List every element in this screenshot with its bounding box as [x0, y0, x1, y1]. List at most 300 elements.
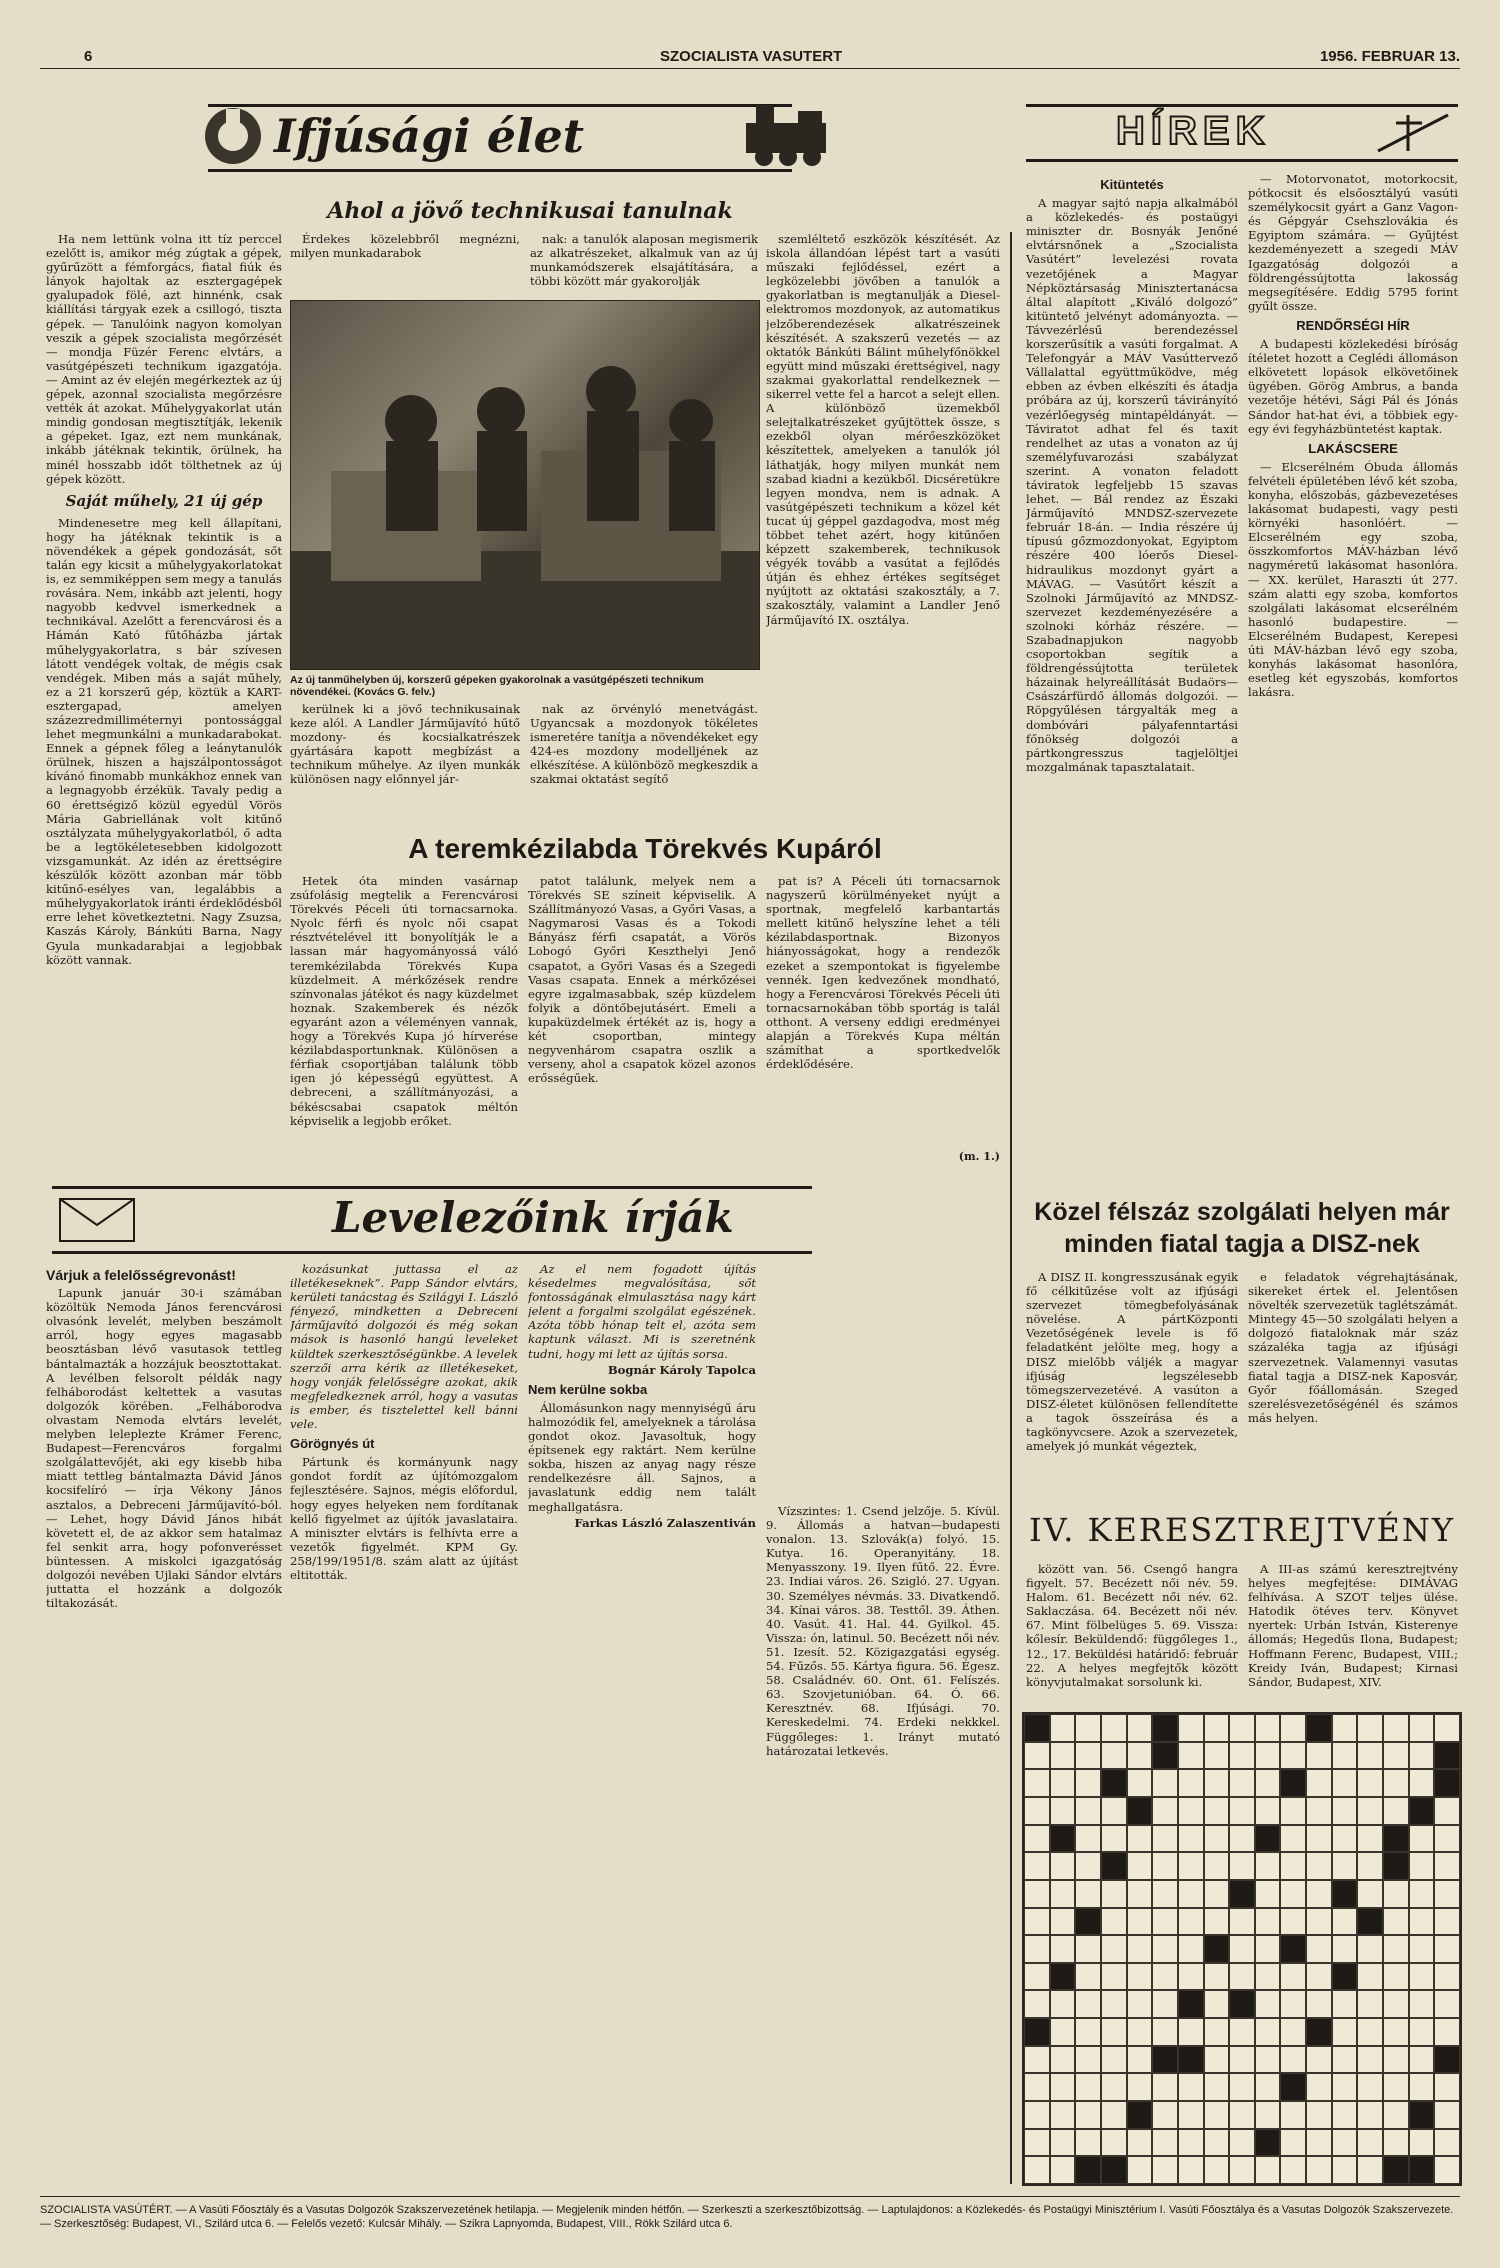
- crossword-cell: [1332, 2156, 1358, 2184]
- crossword-cell: [1409, 1852, 1435, 1880]
- crossword-cell: [1409, 1742, 1435, 1770]
- crossword-cell: [1409, 1714, 1435, 1742]
- crossword-cell: [1101, 1825, 1127, 1853]
- crossword-cell: [1050, 1880, 1076, 1908]
- crossword-cell: [1050, 1908, 1076, 1936]
- crossword-cell: [1152, 1880, 1178, 1908]
- letters-text-3: Az el nem fogadott újítás késedelmes megvalósítása, sőt fontosságának elmulasztása nagy kárt jelent a forgalmi szolgálat egészének. Azóta több hónap telt el, azóta sem kaptunk választ. Mi is szeretnénk tudni, hogy mi lett az újítás sorsa.: [528, 1262, 756, 1361]
- handball-headline: A teremkézilabda Törekvés Kupáról: [408, 833, 882, 864]
- crossword-cell: [1255, 2018, 1281, 2046]
- youth-text-2b: kerülnek ki a jövő technikusainak keze alól. A Landler Járműjavító hűtő mozdony- és kocsialkatrészek gyártására kapott megbízást a technikum műhelye. Az ilyen munkák különösen nagy előnnyel jár-: [290, 702, 520, 787]
- paper-name: SZOCIALISTA VASUTERT: [660, 48, 843, 65]
- crossword-cell: [1280, 1908, 1306, 1936]
- crossword-cell: [1255, 1769, 1281, 1797]
- letters-banner: [52, 1186, 812, 1254]
- crossword-cell: [1178, 2156, 1204, 2184]
- handball-column-1: [290, 874, 518, 1164]
- issue-date: 1956. FEBRUAR 13.: [1319, 48, 1460, 65]
- crossword-cell: [1127, 1963, 1153, 1991]
- crossword-cell: [1101, 2101, 1127, 2129]
- crossword-cell: [1050, 1742, 1076, 1770]
- crossword-grid: [1022, 1712, 1462, 2186]
- telegraph-pole-icon: [1368, 111, 1454, 155]
- crossword-cell: [1050, 1852, 1076, 1880]
- crossword-cell: [1204, 1825, 1230, 1853]
- crossword-cell: [1075, 1825, 1101, 1853]
- crossword-cell: [1255, 1990, 1281, 2018]
- crossword-cell: [1101, 1908, 1127, 1936]
- crossword-cell: [1229, 1935, 1255, 1963]
- crossword-black-cell: [1152, 2046, 1178, 2074]
- crossword-cell: [1434, 1963, 1460, 1991]
- crossword-cell: [1383, 1714, 1409, 1742]
- envelope-icon: [58, 1195, 138, 1245]
- crossword-cell: [1229, 2101, 1255, 2129]
- crossword-cell: [1204, 2101, 1230, 2129]
- crossword-cell: [1127, 2129, 1153, 2157]
- crossword-cell: [1280, 1852, 1306, 1880]
- crossword-cell: [1434, 1797, 1460, 1825]
- crossword-cell: [1409, 2046, 1435, 2074]
- letters-headline-3: Nem kerülne sokba: [528, 1381, 648, 1397]
- crossword-cell: [1075, 1963, 1101, 1991]
- crossword-cell: [1152, 1963, 1178, 1991]
- crossword-black-cell: [1050, 1963, 1076, 1991]
- crossword-cell: [1178, 1714, 1204, 1742]
- crossword-cell: [1101, 2129, 1127, 2157]
- youth-subhead: Saját műhely, 21 új gép: [65, 491, 263, 510]
- crossword-cell: [1306, 1797, 1332, 1825]
- crossword-cell: [1409, 1935, 1435, 1963]
- crossword-cell: [1383, 1963, 1409, 1991]
- crossword-cell: [1101, 1935, 1127, 1963]
- crossword-cell: [1024, 1935, 1050, 1963]
- crossword-cell: [1050, 2046, 1076, 2074]
- crossword-cell: [1127, 1769, 1153, 1797]
- crossword-cell: [1229, 2046, 1255, 2074]
- news-column-2: [1248, 172, 1458, 1172]
- crossword-black-cell: [1127, 2101, 1153, 2129]
- crossword-black-cell: [1383, 1852, 1409, 1880]
- crossword-cell: [1332, 2046, 1358, 2074]
- crossword-cell: [1255, 1742, 1281, 1770]
- crossword-cell: [1127, 2073, 1153, 2101]
- crossword-cell: [1178, 1935, 1204, 1963]
- crossword-cell: [1332, 2129, 1358, 2157]
- crossword-cell: [1409, 2129, 1435, 2157]
- crossword-cell: [1024, 1990, 1050, 2018]
- crossword-cell: [1357, 1714, 1383, 1742]
- crossword-cell: [1357, 2046, 1383, 2074]
- crossword-cell: [1075, 2129, 1101, 2157]
- handball-text-2: patot találunk, melyek nem a Törekvés SE színeit képviselik. A Szállítmányozó Vasas, a Győri Vasas, a Nagymarosi Vasas és a Tokodi Bányász férfi csapatát, a Vörös Lobogó Győri Keszthelyi Jenő csapatot, a Győri Vasas és a Szegedi Vasas csapata. Ennek a mérkőzései egyre izgalmasabbak, szép küzdelem folyik a döntőbejutásért. Emeli a kupaküzdelmek értékét az is, hogy a két csoportban, mintegy negyvenhárom csapatra oszlik a verseny, ahol a csapatok közel azonos erősségűek.: [528, 874, 756, 1086]
- crossword-cell: [1024, 1852, 1050, 1880]
- crossword-cell: [1075, 1990, 1101, 2018]
- crossword-black-cell: [1127, 1797, 1153, 1825]
- crossword-cell: [1306, 1908, 1332, 1936]
- column-rule: [1010, 232, 1012, 2184]
- disz-text-2: e feladatok végrehajtásának, sikereket értek el. Jelentősen növelték szervezetük taglétszámát. Mintegy 45—50 szolgálati helyen a dolgozó fiataloknak már száz százaléka tagja az ifjúsági szervezetnek. Valamennyi vasutas fiatal tagja a DISZ-nek Kaposvár, Győr főállomásán. Szeged szerelésvezetőségénél és számos más helyen.: [1248, 1270, 1458, 1425]
- crossword-cell: [1178, 2129, 1204, 2157]
- crossword-cell: [1024, 2073, 1050, 2101]
- crossword-cell: [1357, 1852, 1383, 1880]
- crossword-cell: [1204, 1963, 1230, 1991]
- crossword-cell: [1383, 2046, 1409, 2074]
- crossword-headline: IV. KERESZTREJTVÉNY: [1029, 1511, 1455, 1549]
- crossword-cell: [1127, 1908, 1153, 1936]
- crossword-cell: [1204, 1908, 1230, 1936]
- workshop-photo-image: [291, 301, 759, 669]
- handball-text-1: Hetek óta minden vasárnap zsúfolásig megtelik a Ferencvárosi Törekvés Péceli úti tornacsarnoka. Nyolc férfi és nyolc női csapat résztvételével itt bonyolítják le a lassan már hagyományossá váló teremkézilabda Törekvés Kupa küzdelmeit. A mérkőzések rendre színvonalas játékot és nagy küzdelmet hoznak. Szakemberek és nézők egyaránt azon a véleményen vannak, hogy a Törekvés Kupa jó hírverése kézilabdasportunknak. Különösen a férfiak csoportjában találunk több igen jó képességű együttest. A debreceni, a szállítmányozási, a békéscsabai csapatok méltón képviselik a legjobb erőket.: [290, 874, 518, 1128]
- crossword-cell: [1255, 2156, 1281, 2184]
- letters-text-1: Lapunk január 30-i számában közöltük Nemoda János ferencvárosi olvasónk levelét, melyben beszámolt arról, hogy egyes magasabb beosztásban lévő vasutasok tettleg bántalmazták a hozzájuk beosztottakat. A levélben felsorolt példák nagy felháborodást keltettek a vasutas dolgozók körében. „Felháborodva olvastam Nemoda elvtárs levelét, melyben leleplezte Krámer Ferenc, Budapest—Ferencváros forgalmi szolgálattevőjét, aki egy kisebb hiba miatt tettleg bántalmazta Dávid János kocsifelíró — írja Vékony János asztalos, a Debreceni Járműjavító-ból. — Lehet, hogy Dávid János hibát követett el, de az akkor sem hatalmaz fel senkit arra, hogy pofonverésset büntessen. A miskolci igazgatóság dolgozói nevében Ujlaki Sándor elvtárs juttatta el hozzánk a dolgozók tiltakozását.: [46, 1286, 282, 1611]
- crossword-cell: [1332, 1908, 1358, 1936]
- crossword-cell: [1332, 1714, 1358, 1742]
- youth-text-3a: nak: a tanulók alaposan megismerik az alkatrészeket, alkalmuk van az új munkamódszerek elsajátítására, a többi között már gyakorolják: [530, 232, 758, 289]
- crossword-cell: [1280, 2129, 1306, 2157]
- crossword-cell: [1101, 1714, 1127, 1742]
- crossword-cell: [1434, 1908, 1460, 1936]
- crossword-cell: [1204, 1769, 1230, 1797]
- crossword-cell: [1024, 1742, 1050, 1770]
- youth-column-1: [46, 232, 282, 1172]
- crossword-cell: [1434, 2129, 1460, 2157]
- crossword-cell: [1383, 1990, 1409, 2018]
- crossword-cell: [1050, 1990, 1076, 2018]
- crossword-cell: [1075, 1714, 1101, 1742]
- crossword-cell: [1383, 2018, 1409, 2046]
- crossword-black-cell: [1434, 2046, 1460, 2074]
- crossword-cell: [1383, 1935, 1409, 1963]
- crossword-cell: [1178, 1908, 1204, 1936]
- crossword-cell: [1127, 1714, 1153, 1742]
- crossword-black-cell: [1332, 1880, 1358, 1908]
- crossword-cell: [1024, 1963, 1050, 1991]
- crossword-cell: [1101, 1880, 1127, 1908]
- crossword-cell: [1383, 2129, 1409, 2157]
- crossword-cell: [1127, 1880, 1153, 1908]
- crossword-black-cell: [1101, 1769, 1127, 1797]
- crossword-cell: [1255, 1935, 1281, 1963]
- crossword-cell: [1127, 1935, 1153, 1963]
- crossword-cell: [1357, 1963, 1383, 1991]
- crossword-cell: [1229, 2156, 1255, 2184]
- crossword-cell: [1229, 1769, 1255, 1797]
- crossword-cell: [1409, 1769, 1435, 1797]
- crossword-cell: [1409, 1990, 1435, 2018]
- crossword-cell: [1306, 2156, 1332, 2184]
- crossword-cell: [1409, 2018, 1435, 2046]
- crossword-cell: [1409, 1880, 1435, 1908]
- flat-swap-text: — Elcserélném Óbuda állomás felvételi épületében lévő két szoba, konyha, előszobás, gázbevezetéses lakásomat budapesti, vagy pesti környéki hasonlóért. — Elcserélném egy szoba, összkomfortos MÁV-házban lévő nagyméretű lakásomat hasonlóra. — XX. kerület, Haraszti út 277. szám alatti egy szoba, komfortos szolgálati lakásomat elcserélném hasonló budapestire. — Elcserélném Budapest, Kerepesi úti MÁV-házban lévő egy szoba, konyhás lakásomat hasonlóra, esetleg két egyszobás, komfortos lakásra.: [1248, 459, 1458, 700]
- crossword-cell: [1178, 1852, 1204, 1880]
- crossword-cell: [1434, 1714, 1460, 1742]
- crossword-cell: [1204, 2156, 1230, 2184]
- crossword-cell: [1434, 2073, 1460, 2101]
- crossword-cell: [1280, 1714, 1306, 1742]
- crossword-cell: [1332, 2018, 1358, 2046]
- crossword-cell: [1178, 2101, 1204, 2129]
- crossword-cell: [1178, 1742, 1204, 1770]
- youth-banner: [208, 104, 792, 172]
- crossword-cell: [1024, 2046, 1050, 2074]
- letters-column-1: [46, 1262, 282, 2182]
- crossword-info-1: [1026, 1562, 1238, 1700]
- crossword-cell: [1101, 1963, 1127, 1991]
- crossword-cell: [1050, 2129, 1076, 2157]
- crossword-cell: [1434, 2018, 1460, 2046]
- crossword-cell: [1204, 1714, 1230, 1742]
- crossword-cell: [1178, 1963, 1204, 1991]
- youth-column-4: [766, 232, 1000, 816]
- crossword-cell: [1204, 1797, 1230, 1825]
- crossword-cell: [1255, 1963, 1281, 1991]
- crossword-cell: [1101, 2073, 1127, 2101]
- locomotive-icon: [736, 93, 836, 169]
- handball-column-3: [766, 874, 1000, 1154]
- crossword-cell: [1101, 1797, 1127, 1825]
- crossword-cell: [1434, 1935, 1460, 1963]
- crossword-black-cell: [1409, 2101, 1435, 2129]
- crossword-clues-text: Vízszintes: 1. Csend jelzője. 5. Kívül. 9. Állomás a hatvan—budapesti vonalon. 13. Szlovák(a) folyó. 15. Kutya. 16. Operanyitány. 18. Menyasszony. 19. Ilyen fűtő. 22. Évre. 23. Indiai város. 26. Szigló. 27. Ugyan. 30. Személyes névmás. 33. Divatkendő. 34. Kínai város. 38. Testtől. 39. Áthen. 40. Vasút. 41. Hal. 44. Gyilkol. 45. Vissza: ón, latinul. 50. Becézett női név. 51. Izesít. 52. Közigazgatási egység. 54. Fűzős. 55. Kártya figura. 56. Égesz. 58. Családnév. 60. Ont. 61. Felíszés. 63. Szovjetunióban. 64. Ó. 66. Keresztnév. 68. Ifjúsági. 70. Kereskedelmi. 74. Erdeki nekkkel. Függőleges: 1. Irányt mutató határozatai letkevés.: [766, 1504, 1000, 1758]
- crossword-cell: [1280, 2018, 1306, 2046]
- crossword-cell: [1306, 1769, 1332, 1797]
- crossword-cell: [1204, 2129, 1230, 2157]
- crossword-cell: [1357, 1990, 1383, 2018]
- crossword-cell: [1204, 1880, 1230, 1908]
- youth-banner-title: Ifjúsági élet: [274, 109, 585, 163]
- youth-text-3b: nak az örvényló menetvágást. Ugyancsak a mozdonyok tökéletes ismeretére tanítja a növendékeket egy 424-es mozdony modelljének az elkészítése. A különbözõ megkeszdik a szakmai oktatást segítő: [530, 702, 758, 787]
- crossword-black-cell: [1152, 1742, 1178, 1770]
- crossword-cell: [1434, 1880, 1460, 1908]
- crossword-cell: [1024, 2101, 1050, 2129]
- crossword-cell: [1075, 2101, 1101, 2129]
- crossword-black-cell: [1075, 2156, 1101, 2184]
- crossword-black-cell: [1101, 2156, 1127, 2184]
- crossword-cell: [1357, 2156, 1383, 2184]
- crossword-info-2: [1248, 1562, 1458, 1700]
- crossword-cell: [1152, 1935, 1178, 1963]
- crossword-cell: [1152, 1769, 1178, 1797]
- crossword-cell: [1050, 2073, 1076, 2101]
- crossword-black-cell: [1409, 2156, 1435, 2184]
- crossword-black-cell: [1152, 1714, 1178, 1742]
- crossword-cell: [1152, 2101, 1178, 2129]
- crossword-cell: [1101, 2018, 1127, 2046]
- crossword-cell: [1152, 1797, 1178, 1825]
- crossword-cell: [1127, 1852, 1153, 1880]
- crossword-cell: [1101, 1990, 1127, 2018]
- crossword-cell: [1075, 1769, 1101, 1797]
- crossword-cell: [1357, 1742, 1383, 1770]
- photo-caption: Az új tanműhelyben új, korszerű gépeken gyakorolnak a vasútgépészeti technikum növendékei. (Kovács G. felv.): [290, 674, 704, 698]
- crossword-cell: [1152, 1825, 1178, 1853]
- crossword-cell: [1280, 1825, 1306, 1853]
- page-number: 6: [84, 48, 93, 65]
- crossword-cell: [1383, 2101, 1409, 2129]
- news-banner: [1026, 104, 1458, 162]
- crossword-cell: [1024, 1825, 1050, 1853]
- crossword-cell: [1178, 1769, 1204, 1797]
- crossword-cell: [1332, 1825, 1358, 1853]
- news-text-2: — Motorvonatot, motorkocsit, pótkocsit és elsőosztályú vasúti személykocsit gyárt a Ganz Vagon- és Gépgyár Csehszlovákia és Egyiptom számára. — Gyűjtést kezdeményezett a szegedi MÁV Igazgatóság dolgozói a földrengéssújtotta lakosság megsegítésére. Eddig 5795 forint gyűlt össze.: [1248, 172, 1458, 313]
- crossword-cell: [1050, 1935, 1076, 1963]
- crossword-cell: [1409, 1963, 1435, 1991]
- crossword-cell: [1332, 1990, 1358, 2018]
- youth-text-2a: Érdekes közelebbről megnézni, milyen munkadarabok: [290, 232, 520, 261]
- crossword-cell: [1383, 1908, 1409, 1936]
- news-banner-title: HÍREK: [1116, 109, 1271, 153]
- letters-headline-2: Görögnyés út: [290, 1436, 375, 1452]
- youth-column-3b: [530, 702, 758, 816]
- letters-column-2: [290, 1262, 518, 2182]
- youth-text-1b: Mindenesetre meg kell állapítani, hogy ha játéknak tekintik is a növendékek a gépek gondozását, sőt talán egy kicsit a műhelygyakorlatokat is, ez semmiképpen sem megy a tanulás rovására. Nem, inkább azt jelenti, hogy nagyobb kedvvel ismerkednek a technikával. Azelőtt a ferencvárosi és a Hámán Kató fűtőházba jártak műhelygyakorlatra, s bár szívesen látott vendégek voltak, de mégis csak vendégek. Miben más a saját műhely, ez a 21 korszerű gép, köztük a KART-esztergapad, amelyen százezredmilliméternyi pontossággal lehet megmunkálni a munkadarabokat. Ennek a gépnek főleg a leánytanulók örülnek, hiszen a hajszálpontosságot kívánó finomabb munkákhoz ennek van a legnagyobb érzékük. Tavaly pedig a 60 érettségiző közül egyedül Vörös Mária Gabriellának volt kitűnő osztályzata műhelygyakorlatból, ő adta be a legtökéletesebben kidolgozott vizsgamunkát. Az idén az érettségire készülők között azonban már több kitűnő-esélyes van, legalábbis a műhelygyakorlatok iránti érdeklődésből erre lehet következtetni. Nagy Zsuzsa, Kaszás Károly, Bánkúti Barna, Nagy Gyula munkadarabjai a legjobbak között vannak.: [46, 515, 282, 967]
- letters-signature-2: Farkas László Zalaszentiván: [574, 1515, 756, 1530]
- crossword-cell: [1280, 1963, 1306, 1991]
- crossword-cell: [1306, 2129, 1332, 2157]
- crossword-cell: [1280, 2156, 1306, 2184]
- disz-column-2: [1248, 1270, 1458, 1502]
- crossword-cell: [1024, 1880, 1050, 1908]
- crossword-cell: [1357, 1825, 1383, 1853]
- letters-banner-title: Levelezőink írják: [332, 1193, 734, 1242]
- crossword-cell: [1229, 1742, 1255, 1770]
- crossword-cell: [1434, 1852, 1460, 1880]
- crossword-cell: [1050, 2018, 1076, 2046]
- crossword-cell: [1383, 1880, 1409, 1908]
- police-news-headline: RENDŐRSÉGI HÍR: [1296, 317, 1410, 333]
- crossword-black-cell: [1050, 1825, 1076, 1853]
- crossword-cell: [1127, 1825, 1153, 1853]
- crossword-cell: [1280, 2046, 1306, 2074]
- crossword-cell: [1024, 1908, 1050, 1936]
- handball-text-3: pat is? A Péceli úti tornacsarnok nagyszerű körülményeket nyújt a sportnak, megfelelő karbantartás mellett kitűnő helyszíne lehet a téli kézilabdasportnak. Bizonyos hiányosságokat, hogy a rendezők ezeket a szempontokat is figyelembe vennék. Igen kedvezőnek mondható, hogy a Ferencvárosi Törekvés Péceli úti tornacsarnokában több sportág is talál otthont. A verseny eddigi eredményei alapján a Törekvés Kupa méltán számíthat a sportkedvelők érdeklődésére.: [766, 874, 1000, 1072]
- crossword-cell: [1434, 1825, 1460, 1853]
- crossword-cell: [1152, 1908, 1178, 1936]
- crossword-black-cell: [1178, 1990, 1204, 2018]
- letters-signature-1: Bognár Károly Tapolca: [607, 1362, 756, 1377]
- crossword-cell: [1357, 2129, 1383, 2157]
- crossword-cell: [1280, 1797, 1306, 1825]
- crossword-cell: [1434, 2101, 1460, 2129]
- crossword-black-cell: [1306, 2018, 1332, 2046]
- letters-column-3: [528, 1262, 756, 2182]
- crossword-cell: [1229, 1908, 1255, 1936]
- crossword-cell: [1357, 2073, 1383, 2101]
- crossword-black-cell: [1229, 1990, 1255, 2018]
- crossword-cell: [1332, 1797, 1358, 1825]
- youth-column-2b: [290, 702, 520, 816]
- crossword-cell: [1357, 2018, 1383, 2046]
- crossword-cell: [1204, 2073, 1230, 2101]
- youth-text-1: Ha nem lettünk volna itt tíz perccel ezelőtt is, amikor még zúgtak a gépek, gyűrűzött a fémforgács, fiatal fiúk és lányok hajoltak az esztergagépek gyalupadok fölé, azt hinnénk, csak kiállítási tárgyak ezek a csillogó, tiszta gépek. — Tanulóink nagyon komolyan veszik a gépek szocialista megőrzését — mondja Füzér Ferenc elvtárs, a vasútgépészeti technikum igazgatója. — Amint az év elején megérkeztek az új gépek, azonnal szocialista megőrzésre vették át azokat. Műhelygyakorlat után mindig gondosan megtisztítják, lekenik a gépeket. Igaz, ezt nem munkának, inkább játéknak tekintik, örülnek, ha minél hosszabb időt tölthetnek az új gépek között.: [46, 232, 282, 486]
- crossword-cell: [1306, 2046, 1332, 2074]
- crossword-black-cell: [1434, 1742, 1460, 1770]
- crossword-cell: [1152, 2156, 1178, 2184]
- crossword-black-cell: [1075, 1908, 1101, 1936]
- crossword-cell: [1306, 1880, 1332, 1908]
- crossword-cell: [1075, 1742, 1101, 1770]
- crossword-black-cell: [1255, 2129, 1281, 2157]
- crossword-black-cell: [1178, 2046, 1204, 2074]
- crossword-cell: [1332, 1742, 1358, 1770]
- page-footer: SZOCIALISTA VASÚTÉRT. — A Vasúti Főosztály és a Vasutas Dolgozók Szakszervezetének hetilapja. — Megjelenik minden hétfőn. — Szerkeszti a szerkesztőbizottság. — Laptulajdonos: a Közlekedés- és Postaügyi Minisztérium I. Vasúti Főosztálya és a Vasutas Dolgozók Szakszervezete. — Szerkesztőség: Budapest, VI., Szilárd utca 6. — Felelős vezető: Kulcsár Mihály. — Szikra Lapnyomda, Budapest, VIII., Rökk Szilárd utca 6.: [40, 2196, 1460, 2231]
- crossword-cell: [1332, 2101, 1358, 2129]
- crossword-cell: [1204, 1742, 1230, 1770]
- crossword-cell: [1229, 1825, 1255, 1853]
- crossword-cell: [1178, 1825, 1204, 1853]
- crossword-cell: [1306, 1963, 1332, 1991]
- crossword-cell: [1306, 1825, 1332, 1853]
- crossword-cell: [1178, 1880, 1204, 1908]
- letters-headline-1: Várjuk a felelősségrevonást!: [46, 1267, 236, 1283]
- crossword-black-cell: [1101, 1852, 1127, 1880]
- crossword-cell: [1229, 1714, 1255, 1742]
- crossword-cell: [1050, 1797, 1076, 1825]
- crossword-cell: [1306, 1742, 1332, 1770]
- crossword-cell: [1152, 2018, 1178, 2046]
- crossword-cell: [1075, 2018, 1101, 2046]
- crossword-cell: [1127, 1742, 1153, 1770]
- crossword-cell: [1280, 1880, 1306, 1908]
- crossword-cell: [1050, 2101, 1076, 2129]
- crossword-black-cell: [1306, 1714, 1332, 1742]
- crossword-cell: [1409, 1825, 1435, 1853]
- handball-column-2: [528, 874, 756, 1164]
- letters-text-3b: Állomásunkon nagy mennyiségű áru halmozódik fel, amelyeknek a tárolása gondot okoz. Javasoltuk, hogy építsenek egy raktárt. Nem kerülne sokba, hiszen az anyag nagy része rendelkezésre áll. Sajnos, a javaslatunk eddig nem talált meghallgatásra.: [528, 1400, 756, 1514]
- crossword-black-cell: [1383, 2156, 1409, 2184]
- crossword-cell: [1255, 1714, 1281, 1742]
- crossword-cell: [1152, 2129, 1178, 2157]
- crossword-cell: [1357, 1935, 1383, 1963]
- youth-headline: Ahol a jövő technikusai tanulnak: [327, 198, 733, 224]
- crossword-cell: [1204, 2046, 1230, 2074]
- crossword-black-cell: [1280, 2073, 1306, 2101]
- workshop-photo: [290, 300, 760, 670]
- crossword-black-cell: [1332, 1963, 1358, 1991]
- crossword-cell: [1255, 1797, 1281, 1825]
- crossword-cell: [1306, 2101, 1332, 2129]
- flat-swap-headline: LAKÁSCSERE: [1308, 440, 1398, 456]
- crossword-cell: [1332, 1769, 1358, 1797]
- crossword-cell: [1332, 1852, 1358, 1880]
- crossword-cell: [1306, 1990, 1332, 2018]
- crossword-cell: [1024, 1769, 1050, 1797]
- crossword-cell: [1409, 2073, 1435, 2101]
- crossword-cell: [1127, 2156, 1153, 2184]
- crossword-cell: [1075, 1935, 1101, 1963]
- crossword-cell: [1050, 1714, 1076, 1742]
- crossword-black-cell: [1357, 1908, 1383, 1936]
- crossword-cell: [1306, 1935, 1332, 1963]
- crossword-cell: [1255, 1880, 1281, 1908]
- crossword-cell: [1075, 1852, 1101, 1880]
- crossword-cell: [1178, 1797, 1204, 1825]
- crossword-cell: [1434, 2156, 1460, 2184]
- crossword-cell: [1204, 2018, 1230, 2046]
- crossword-black-cell: [1434, 1769, 1460, 1797]
- crossword-black-cell: [1255, 1825, 1281, 1853]
- crossword-cell: [1332, 1935, 1358, 1963]
- crossword-cell: [1075, 1797, 1101, 1825]
- crossword-cell: [1050, 2156, 1076, 2184]
- crossword-cell: [1204, 1852, 1230, 1880]
- crossword-cell: [1255, 2101, 1281, 2129]
- crossword-cell: [1255, 1852, 1281, 1880]
- crossword-black-cell: [1024, 2018, 1050, 2046]
- crossword-cell: [1229, 2018, 1255, 2046]
- crossword-cell: [1434, 1990, 1460, 2018]
